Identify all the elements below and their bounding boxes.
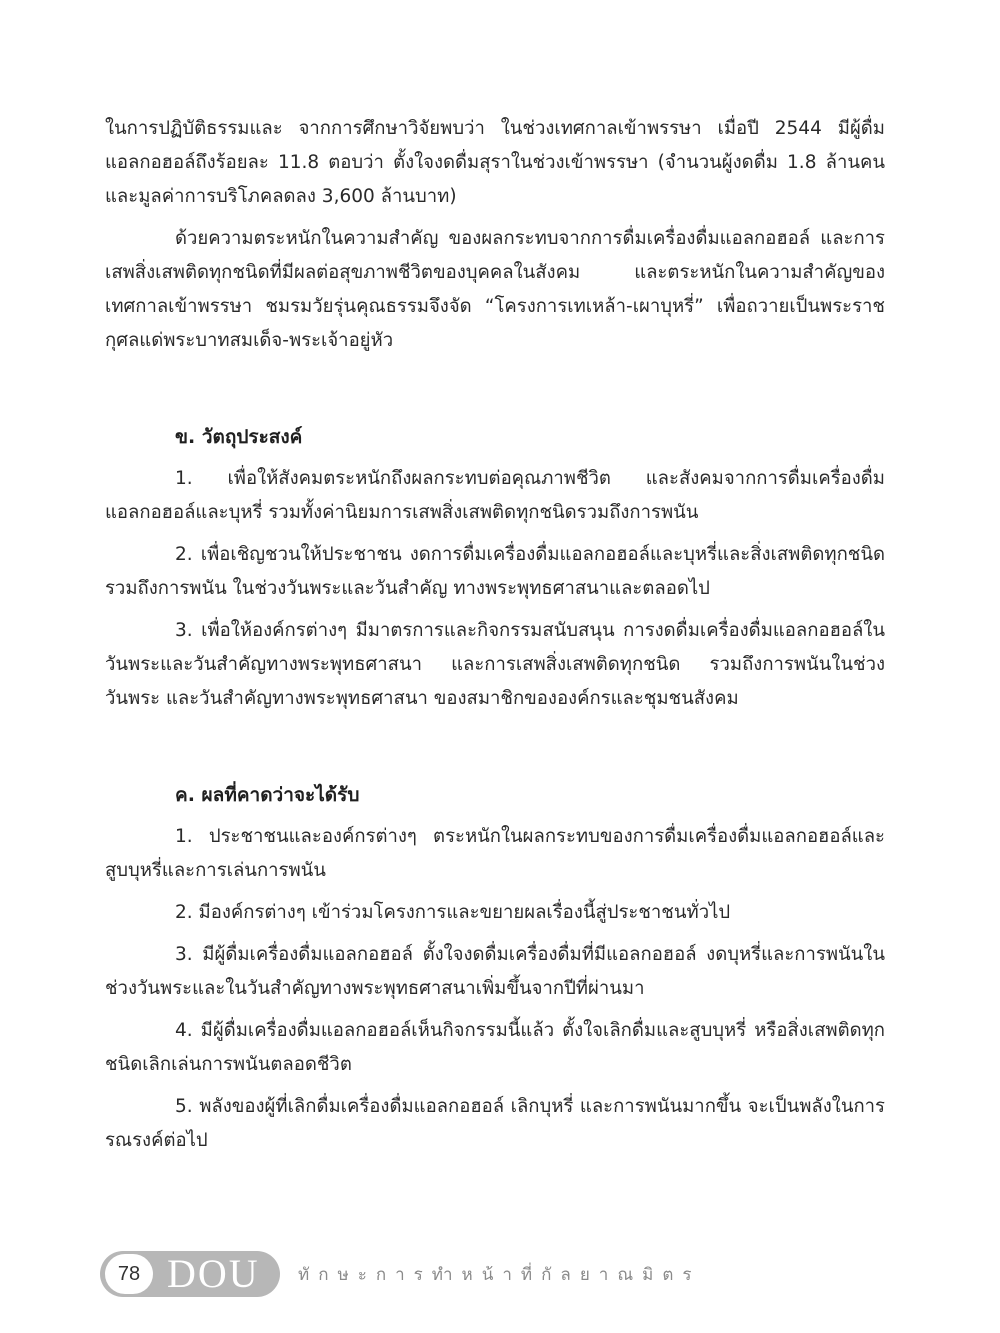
dou-badge [100, 1251, 280, 1297]
dou-logo-text: DOU [167, 1251, 260, 1296]
intro-paragraph-1: ในการปฏิบัติธรรมและ จากการศึกษาวิจัยพบว่า ในช่วงเทศกาลเข้าพรรษา เมื่อปี 2544 มีผู้ดื่มแอลกอฮอล์ถึงร้อยละ 11.8 ตอบว่า ตั้งใจงดดื่มสุราในช่วงเข้าพรรษา (จำนวนผู้งดดื่ม 1.8 ล้านคน และมูลค่าการบริโภคลดลง 3,600 ล้านบาท) [105, 118, 885, 207]
page-content [105, 112, 885, 1158]
page-footer [100, 1250, 701, 1298]
objective-item-1: 1. เพื่อให้สังคมตระหนักถึงผลกระทบต่อคุณภาพชีวิต และสังคมจากการดื่มเครื่องดื่มแอลกอฮอล์และบุหรี่ รวมทั้งค่านิยมการเสพสิ่งเสพติดทุกชนิดรวมถึงการพนัน [105, 468, 885, 523]
outcome-item-3: 3. มีผู้ดื่มเครื่องดื่มแอลกอฮอล์ ตั้งใจงดดื่มเครื่องดื่มที่มีแอลกอฮอล์ งดบุหรี่และการพนันในช่วงวันพระและในวันสำคัญทางพระพุทธศาสนาเพิ่มขึ้นจากปีที่ผ่านมา [105, 944, 885, 999]
outcomes-heading: ค. ผลที่คาดว่าจะได้รับ [175, 784, 360, 806]
objective-item-3: 3. เพื่อให้องค์กรต่างๆ มีมาตรการและกิจกรรมสนับสนุน การงดดื่มเครื่องดื่มแอลกอฮอล์ในวันพระและวันสำคัญทางพระพุทธศาสนา และการเสพสิ่งเสพติดทุกชนิด รวมถึงการพนันในช่วงวันพระ และวันสำคัญทางพระพุทธศาสนา ของสมาชิกขององค์กรและชุมชนสังคม [105, 620, 885, 709]
outcome-item-2: 2. มีองค์กรต่างๆ เข้าร่วมโครงการและขยายผลเรื่องนี้สู่ประชาชนทั่วไป [175, 902, 731, 923]
objective-item-2: 2. เพื่อเชิญชวนให้ประชาชน งดการดื่มเครื่องดื่มแอลกอฮอล์และบุหรี่และสิ่งเสพติดทุกชนิดรวมถึงการพนัน ในช่วงวันพระและวันสำคัญ ทางพระพุทธศาสนาและตลอดไป [105, 544, 885, 599]
outcome-item-1: 1. ประชาชนและองค์กรต่างๆ ตระหนักในผลกระทบของการดื่มเครื่องดื่มแอลกอฮอล์และสูบบุหรี่และการเล่นการพนัน [105, 826, 885, 881]
outcome-item-5: 5. พลังของผู้ที่เลิกดื่มเครื่องดื่มแอลกอฮอล์ เลิกบุหรี่ และการพนันมากขึ้น จะเป็นพลังในการรณรงค์ต่อไป [105, 1096, 885, 1151]
page-number: 78 [105, 1254, 153, 1294]
outcome-item-4: 4. มีผู้ดื่มเครื่องดื่มแอลกอฮอล์เห็นกิจกรรมนี้แล้ว ตั้งใจเลิกดื่มและสูบบุหรี่ หรือสิ่งเสพติดทุกชนิดเลิกเล่นการพนันตลอดชีวิต [105, 1020, 885, 1075]
book-title: ทักษะการทำหน้าที่กัลยาณมิตร [298, 1264, 701, 1285]
intro-paragraph-2: ด้วยความตระหนักในความสำคัญ ของผลกระทบจากการดื่มเครื่องดื่มแอลกอฮอล์ และการเสพสิ่งเสพติดทุกชนิดที่มีผลต่อสุขภาพชีวิตของบุคคลในสังคม และตระหนักในความสำคัญของเทศกาลเข้าพรรษา ชมรมวัยรุ่นคุณธรรมจึงจัด “โครงการเทเหล้า-เผาบุหรี่” เพื่อถวายเป็นพระราชกุศลแด่พระบาทสมเด็จ-พระเจ้าอยู่หัว [105, 228, 885, 351]
objectives-heading: ข. วัตถุประสงค์ [175, 426, 303, 448]
